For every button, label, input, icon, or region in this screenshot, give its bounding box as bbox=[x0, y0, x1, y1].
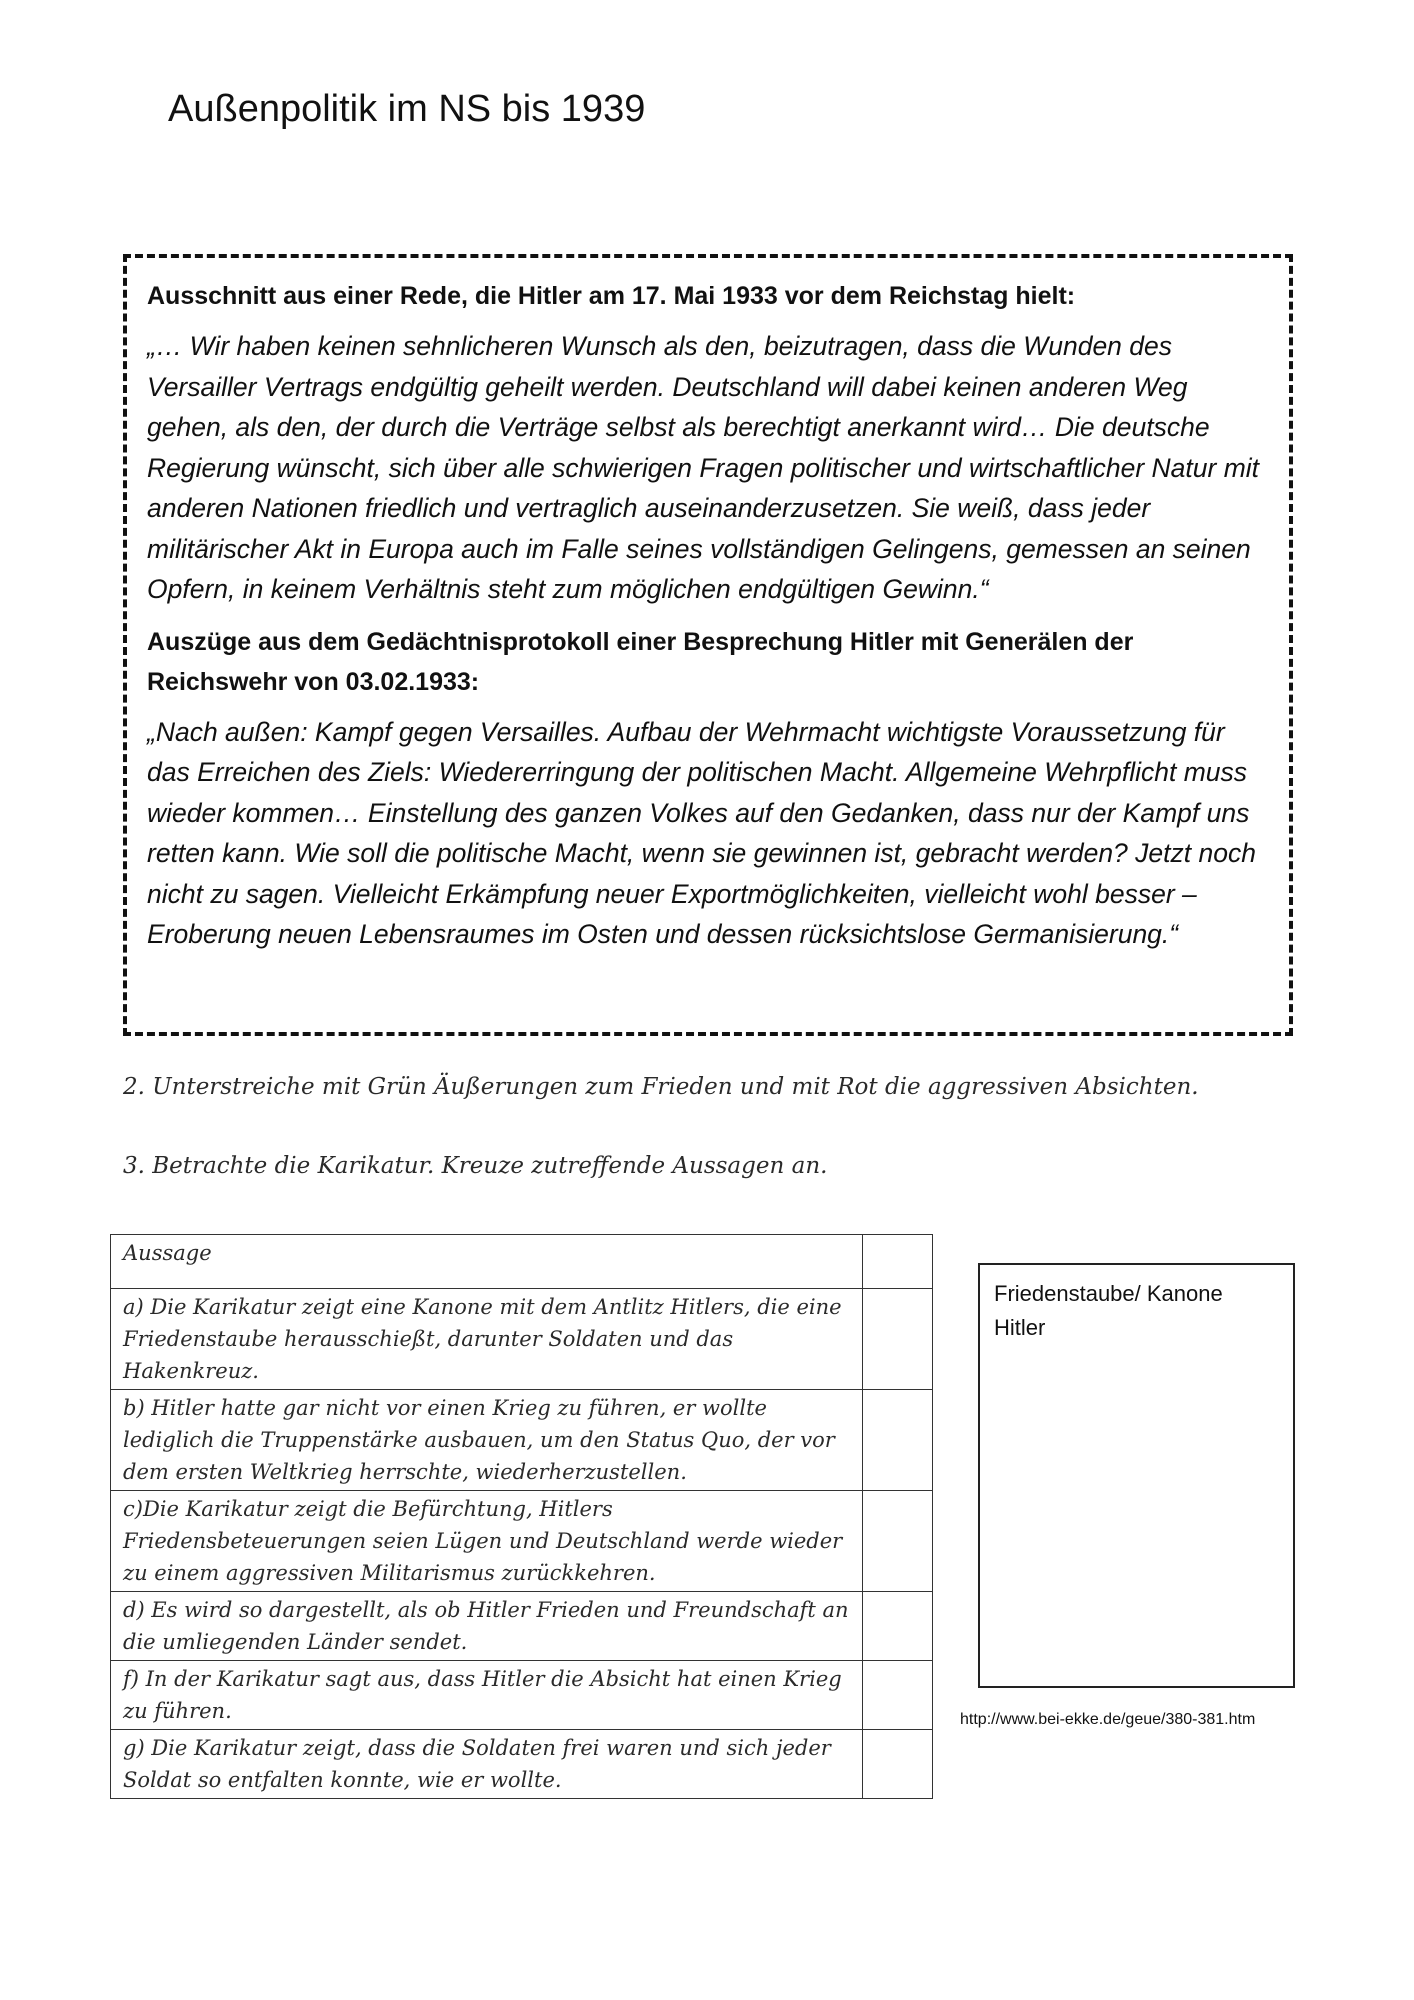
statement-d: d) Es wird so dargestellt, als ob Hitler Frieden und Freundschaft an die umliegenden Länder sendet. bbox=[111, 1592, 863, 1661]
source-quote-speech: „… Wir haben keinen sehnlicheren Wunsch als den, beizutragen, dass die Wunden des Versailler Vertrags endgültig geheilt werden. Deutschland will dabei keinen anderen Weg gehen, als den, der durch die Verträge selbst als berechtigt anerkannt wird… Die deutsche Regierung wünscht, sich über alle schwierigen Fragen politischer und wirtschaftlicher Natur mit anderen Nationen friedlich und vertraglich auseinanderzusetzen. Sie weiß, dass jeder militärischer Akt in Europa auch im Falle seines vollständigen Gelingens, gemessen an seinen Opfern, in keinem Verhältnis steht zum möglichen endgültigen Gewinn.“ bbox=[147, 331, 1260, 604]
statement-table bbox=[110, 1234, 933, 1799]
checkbox-cell-f[interactable] bbox=[863, 1661, 933, 1730]
checkbox-cell-b[interactable] bbox=[863, 1390, 933, 1491]
image-source-url: http://www.bei-ekke.de/geue/380-381.htm bbox=[960, 1711, 1256, 1728]
image-caption-line2: Hitler bbox=[994, 1315, 1046, 1340]
checkbox-cell-a[interactable] bbox=[863, 1289, 933, 1390]
checkbox-cell-c[interactable] bbox=[863, 1491, 933, 1592]
table-header-statement: Aussage bbox=[111, 1235, 863, 1289]
table-header-row bbox=[111, 1235, 933, 1289]
page-title: Außenpolitik im NS bis 1939 bbox=[168, 88, 646, 130]
table-row bbox=[111, 1730, 933, 1799]
source-heading-protocol: Auszüge aus dem Gedächtnisprotokoll einer Besprechung Hitler mit Generälen der Reichswehr von 03.02.1933: bbox=[147, 627, 1134, 696]
table-row bbox=[111, 1592, 933, 1661]
statement-a: a) Die Karikatur zeigt eine Kanone mit dem Antlitz Hitlers, die eine Friedenstaube herausschießt, darunter Soldaten und das Hakenkreuz. bbox=[111, 1289, 863, 1390]
checkbox-cell-g[interactable] bbox=[863, 1730, 933, 1799]
table-row bbox=[111, 1491, 933, 1592]
table-row bbox=[111, 1289, 933, 1390]
source-heading-speech: Ausschnitt aus einer Rede, die Hitler am 17. Mai 1933 vor dem Reichstag hielt: bbox=[147, 282, 1076, 310]
task-2-instruction: 2. Unterstreiche mit Grün Äußerungen zum Frieden und mit Rot die aggressiven Absichten. bbox=[123, 1074, 1199, 1100]
cartoon-image-placeholder bbox=[978, 1263, 1295, 1688]
statement-f: f) In der Karikatur sagt aus, dass Hitler die Absicht hat einen Krieg zu führen. bbox=[111, 1661, 863, 1730]
statement-b: b) Hitler hatte gar nicht vor einen Krieg zu führen, er wollte lediglich die Truppenstärke ausbauen, um den Status Quo, der vor dem ersten Weltkrieg herrschte, wiederherzustellen. bbox=[111, 1390, 863, 1491]
statement-g: g) Die Karikatur zeigt, dass die Soldaten frei waren und sich jeder Soldat so entfalten konnte, wie er wollte. bbox=[111, 1730, 863, 1799]
checkbox-cell-d[interactable] bbox=[863, 1592, 933, 1661]
task-3-instruction: 3. Betrachte die Karikatur. Kreuze zutreffende Aussagen an. bbox=[123, 1153, 828, 1179]
image-caption-line1: Friedenstaube/ Kanone bbox=[994, 1281, 1223, 1306]
table-row bbox=[111, 1661, 933, 1730]
table-row bbox=[111, 1390, 933, 1491]
table-header-check bbox=[863, 1235, 933, 1289]
source-quote-protocol: „Nach außen: Kampf gegen Versailles. Aufbau der Wehrmacht wichtigste Voraussetzung für das Erreichen des Ziels: Wiedererringung der politischen Macht. Allgemeine Wehrpflicht muss wieder kommen… Einstellung des ganzen Volkes auf den Gedanken, dass nur der Kampf uns retten kann. Wie soll die politische Macht, wenn sie gewinnen ist, gebracht werden? Jetzt noch nicht zu sagen. Vielleicht Erkämpfung neuer Exportmöglichkeiten, vielleicht wohl besser – Eroberung neuen Lebensraumes im Osten und dessen rücksichtslose Germanisierung.“ bbox=[147, 716, 1256, 949]
statement-c: c)Die Karikatur zeigt die Befürchtung, Hitlers Friedensbeteuerungen seien Lügen und Deutschland werde wieder zu einem aggressiven Militarismus zurückkehren. bbox=[111, 1491, 863, 1592]
source-text-box bbox=[123, 254, 1293, 1036]
